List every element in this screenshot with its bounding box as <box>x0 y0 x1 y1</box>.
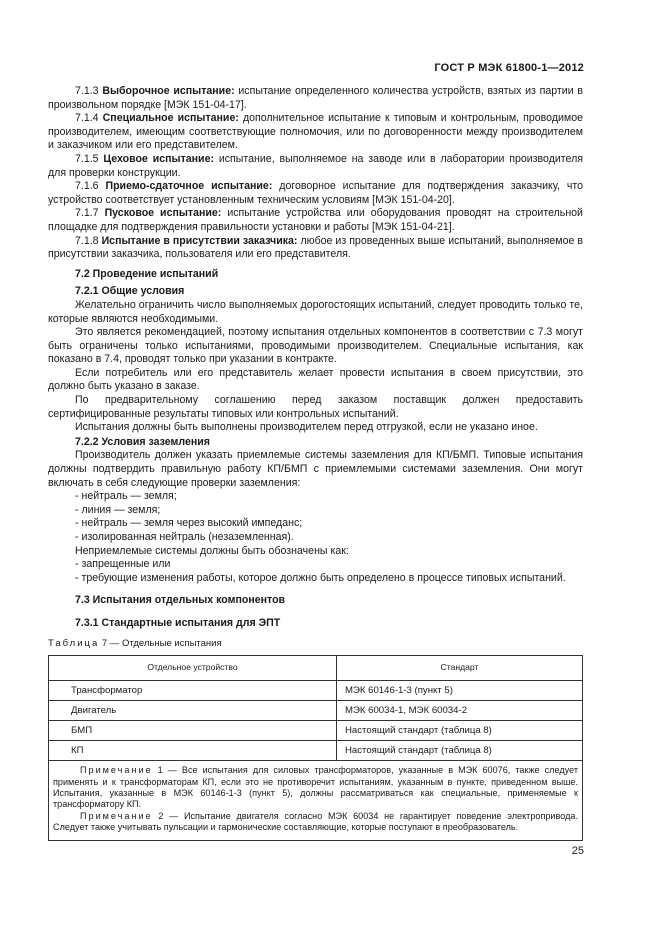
column-header: Отдельное устройство <box>49 656 337 681</box>
tests-table <box>48 655 583 840</box>
table-notes-row <box>49 761 583 840</box>
paragraph: Это является рекомендацией, поэтому испытания отдельных компонентов в соответствии с 7.3 могут быть ограничены только испытаниями, проводимыми производителем. Специальные испытания, как показано в 7.4, проводят только при указании в контракте. <box>48 326 583 366</box>
definition-item: 7.1.3 Выборочное испытание: испытание определенного количества устройств, взятых из партии в произвольном порядке [МЭК 151-04-17]. <box>48 85 583 111</box>
table-notes <box>49 761 583 840</box>
table-cell: Настоящий стандарт (таблица 8) <box>337 721 583 741</box>
table-cell: Настоящий стандарт (таблица 8) <box>337 741 583 761</box>
page-number: 25 <box>571 845 584 857</box>
section-heading-7-2-2: 7.2.2 Условия заземления <box>75 435 210 448</box>
paragraph: Если потребитель или его представитель желает провести испытания в своем присутствии, это должно быть указано в заказе. <box>48 366 583 393</box>
table-cell: МЭК 60146-1-3 (пункт 5) <box>337 681 583 701</box>
definition-item: 7.1.6 Приемо-сдаточное испытание: договорное испытание для подтверждения заказчику, что устройство соответствует установленным техническим условиям [МЭК 151-04-20]. <box>48 180 584 206</box>
table-cell: Двигатель <box>49 701 337 721</box>
table-cell: КП <box>49 741 337 761</box>
definitions-list <box>48 85 583 262</box>
list-item: - запрещенные или <box>75 558 171 571</box>
table-cell: Трансформатор <box>49 681 337 701</box>
paragraph: Испытания должны быть выполнены производителем перед отгрузкой, если не указано иное. <box>75 421 538 434</box>
list-item: - изолированная нейтраль (незаземленная). <box>75 531 294 543</box>
table-row <box>49 741 583 761</box>
table-header-row <box>49 656 583 681</box>
definition-item: 7.1.7 Пусковое испытание: испытание устройства или оборудования проводят на строительной площадке для подтверждения правильности установки и работы [МЭК 151-04-21]. <box>48 207 583 233</box>
table-cell: БМП <box>49 721 337 741</box>
table-row <box>49 701 583 721</box>
table-note: Примечание 1 — Все испытания для силовых трансформаторов, указанные в МЭК 60076, также следует применять и к трансформаторам КП, если это не противоречит испытаниям, указанным в пункте, приведенном выше. Испытания, указанные в МЭК 60146-1-3 (пункт 5), должны рассматриваться как специальные, применяемые к трансформатору КП. <box>53 765 578 810</box>
page-body <box>48 85 583 841</box>
table-row <box>49 681 583 701</box>
section-heading-7-3: 7.3 Испытания отдельных компонентов <box>75 594 286 607</box>
list-item: - нейтраль — земля через высокий импеданс; <box>75 517 303 530</box>
section-heading-7-3-1: 7.3.1 Стандартные испытания для ЭПТ <box>75 616 281 629</box>
paragraph: Производитель должен указать приемлемые системы заземления для КП/БМП. Типовые испытания должны подтвердить правильную работу КП/БМП с приемлемыми системами заземления. Они могут включать в себя следующие проверки заземления: <box>48 449 583 489</box>
paragraph: Неприемлемые системы должны быть обозначены как: <box>75 544 349 557</box>
table-cell: МЭК 60034-1, МЭК 60034-2 <box>337 701 583 721</box>
definition-item: 7.1.5 Цеховое испытание: испытание, выполняемое на заводе или в лаборатории производителя для проверки конструкции. <box>48 152 583 179</box>
definition-item: 7.1.8 Испытание в присутствии заказчика: любое из проведенных выше испытаний, выполняемое в присутствии заказчика, пользователя или его представителя. <box>48 234 583 261</box>
paragraph: По предварительному соглашению перед заказом поставщик должен предоставить сертифицированные результаты типовых или контрольных испытаний. <box>48 394 583 420</box>
table-note: Примечание 2 — Испытание двигателя согласно МЭК 60034 не гарантирует поведение электропривода. Следует также учитывать пульсации и гармонические составляющие, которые поступают в преобразователь. <box>53 810 578 833</box>
table-caption: Таблица 7 — Отдельные испытания <box>48 637 222 649</box>
table-row <box>49 721 583 741</box>
list-item: - линия — земля; <box>75 503 161 516</box>
section-heading-7-2: 7.2 Проведение испытаний <box>75 267 219 280</box>
list-item: - нейтраль — земля; <box>75 490 177 503</box>
paragraph: Желательно ограничить число выполняемых дорогостоящих испытаний, следует проводить только те, которые являются необходимыми. <box>48 298 583 325</box>
section-heading-7-2-1: 7.2.1 Общие условия <box>75 285 185 298</box>
definition-item: 7.1.4 Специальное испытание: дополнительное испытание к типовым и контрольным, проводимое производителем, имеющим соответствующие полномочия, или по договоренности между производителем и заказчиком или его представителем. <box>48 112 583 152</box>
list-item: - требующие изменения работы, которое должно быть определено в процессе типовых испытаний. <box>75 571 566 584</box>
standard-header: ГОСТ Р МЭК 61800-1—2012 <box>434 62 584 74</box>
column-header: Стандарт <box>337 656 583 681</box>
